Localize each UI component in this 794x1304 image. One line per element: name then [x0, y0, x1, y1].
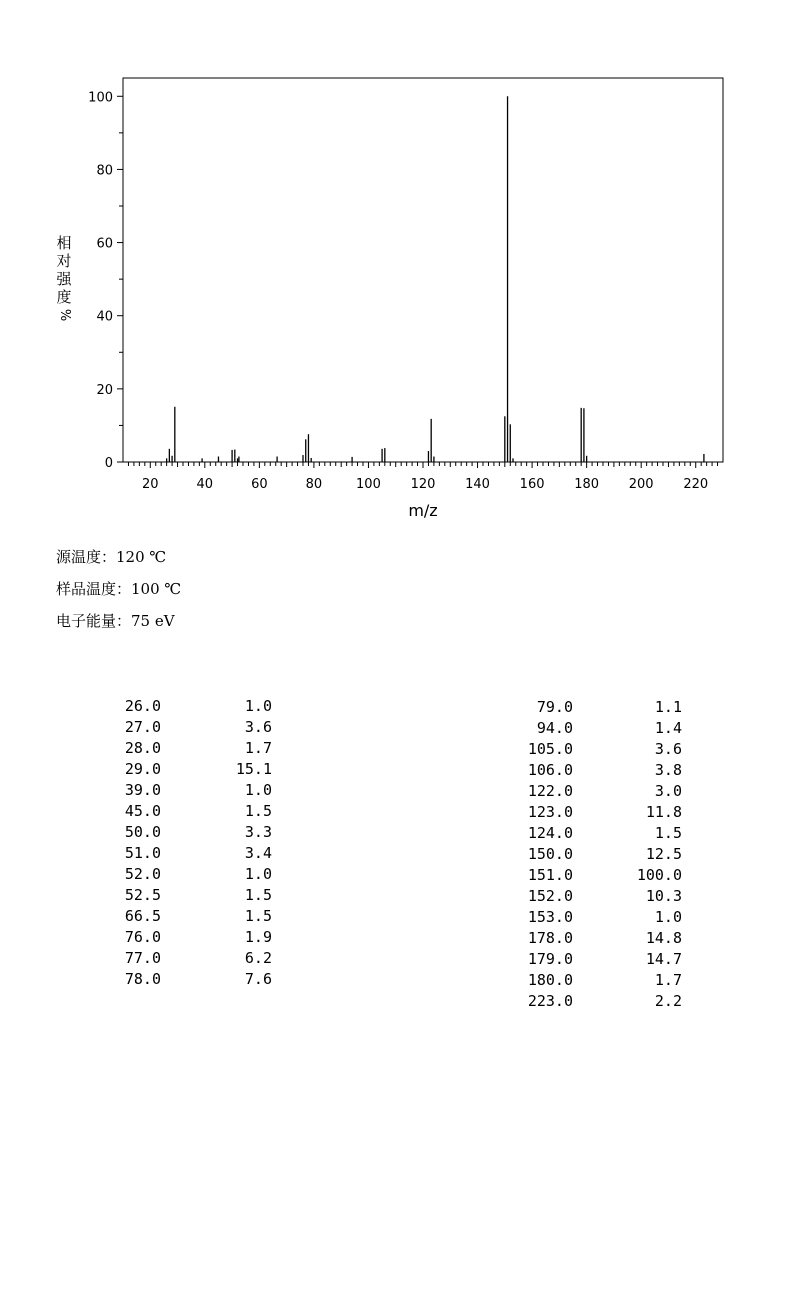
- mz-value: 105.0: [527, 740, 573, 758]
- table-row: [100, 822, 300, 843]
- table-row: [100, 717, 300, 738]
- x-tick-label: 140: [465, 477, 490, 492]
- y-tick-label: 80: [96, 163, 113, 179]
- mz-value: 123.0: [527, 803, 573, 821]
- table-row: [500, 928, 700, 949]
- mz-value: 79.0: [536, 698, 573, 716]
- intensity-value: 3.4: [244, 844, 272, 862]
- mz-value: 150.0: [527, 845, 573, 863]
- intensity-value: 1.5: [244, 886, 272, 904]
- table-row: [100, 801, 300, 822]
- table-row: [100, 843, 300, 864]
- intensity-value: 14.8: [645, 929, 682, 947]
- mz-value: 51.0: [124, 844, 161, 862]
- table-row: [500, 739, 700, 760]
- intensity-value: 1.0: [244, 865, 272, 883]
- table-row: [100, 759, 300, 780]
- mz-value: 78.0: [124, 970, 161, 988]
- table-row: [100, 969, 300, 990]
- x-tick-label: 40: [196, 477, 214, 492]
- x-tick-label: 80: [305, 477, 323, 492]
- table-row: [500, 991, 700, 1012]
- intensity-value: 2.2: [654, 992, 682, 1010]
- y-tick-label: 0: [104, 456, 113, 471]
- table-row: [500, 802, 700, 823]
- intensity-value: 3.6: [654, 740, 682, 758]
- x-tick-label: 160: [519, 477, 545, 492]
- mz-value: 179.0: [527, 950, 573, 968]
- x-tick-label: 100: [356, 477, 381, 492]
- source-temperature: 源温度：120 ℃: [56, 548, 167, 566]
- intensity-value: 7.6: [244, 970, 272, 988]
- table-row: [100, 864, 300, 885]
- y-tick-label: 100: [88, 90, 113, 106]
- mz-value: 106.0: [527, 761, 573, 779]
- peak-table-right: [500, 697, 700, 1017]
- table-row: [100, 906, 300, 927]
- intensity-value: 10.3: [645, 887, 682, 905]
- x-tick-label: 220: [683, 477, 709, 492]
- table-row: [500, 865, 700, 886]
- mz-value: 52.5: [124, 886, 161, 904]
- intensity-value: 1.4: [654, 719, 682, 737]
- intensity-value: 11.8: [645, 803, 682, 821]
- intensity-value: 14.7: [645, 950, 682, 968]
- mz-value: 66.5: [124, 907, 161, 925]
- y-axis-title: [54, 234, 74, 324]
- y-axis-title-char: 对: [56, 252, 72, 270]
- mz-value: 50.0: [124, 823, 161, 841]
- intensity-value: 100.0: [636, 866, 682, 884]
- y-axis-title-char: 相: [56, 234, 72, 252]
- plot-frame: [123, 78, 723, 462]
- intensity-value: 1.5: [244, 907, 272, 925]
- x-axis-title: m/z: [408, 501, 438, 520]
- x-tick-label: 120: [410, 477, 436, 492]
- intensity-value: 3.0: [654, 782, 682, 800]
- intensity-value: 1.5: [654, 824, 682, 842]
- mz-value: 29.0: [124, 760, 161, 778]
- peak-table-left: [100, 696, 300, 996]
- electron-energy: 电子能量：75 eV: [56, 612, 175, 630]
- y-tick-label: 60: [96, 236, 113, 252]
- intensity-value: 3.8: [654, 761, 682, 779]
- y-axis-title-char: 度: [56, 288, 72, 306]
- table-row: [100, 696, 300, 717]
- table-row: [500, 697, 700, 718]
- y-axis-title-char: 强: [56, 270, 72, 288]
- table-row: [500, 718, 700, 739]
- intensity-value: 1.0: [654, 908, 682, 926]
- axis-ticks: [88, 90, 717, 492]
- mz-value: 124.0: [527, 824, 573, 842]
- intensity-value: 1.0: [244, 781, 272, 799]
- mz-value: 122.0: [527, 782, 573, 800]
- mz-value: 28.0: [124, 739, 161, 757]
- table-row: [100, 927, 300, 948]
- mz-value: 94.0: [536, 719, 573, 737]
- mz-value: 26.0: [124, 697, 161, 715]
- mz-value: 178.0: [527, 929, 573, 947]
- mz-value: 223.0: [527, 992, 573, 1010]
- y-tick-label: 20: [96, 382, 113, 398]
- table-row: [100, 738, 300, 759]
- mz-value: 151.0: [527, 866, 573, 884]
- mz-value: 27.0: [124, 718, 161, 736]
- table-row: [500, 949, 700, 970]
- intensity-value: 1.5: [244, 802, 272, 820]
- mass-spectrum-chart: [0, 0, 794, 530]
- intensity-value: 1.1: [654, 698, 682, 716]
- mz-value: 152.0: [527, 887, 573, 905]
- table-row: [500, 781, 700, 802]
- intensity-value: 15.1: [235, 760, 272, 778]
- intensity-value: 12.5: [645, 845, 682, 863]
- table-row: [500, 907, 700, 928]
- table-row: [500, 970, 700, 991]
- mz-value: 153.0: [527, 908, 573, 926]
- peak-series: [167, 96, 704, 462]
- intensity-value: 6.2: [244, 949, 272, 967]
- x-tick-label: 180: [574, 477, 600, 492]
- table-row: [500, 886, 700, 907]
- intensity-value: 3.3: [244, 823, 272, 841]
- mz-value: 180.0: [527, 971, 573, 989]
- x-tick-label: 200: [628, 477, 654, 492]
- table-row: [100, 885, 300, 906]
- x-tick-label: 20: [141, 477, 159, 492]
- mz-value: 45.0: [124, 802, 161, 820]
- intensity-value: 3.6: [244, 718, 272, 736]
- y-tick-label: 40: [96, 309, 113, 325]
- intensity-value: 1.0: [244, 697, 272, 715]
- sample-temperature: 样品温度：100 ℃: [56, 580, 182, 598]
- table-row: [500, 760, 700, 781]
- x-tick-label: 60: [251, 477, 268, 492]
- intensity-value: 1.9: [244, 928, 272, 946]
- table-row: [500, 844, 700, 865]
- mz-value: 77.0: [124, 949, 161, 967]
- table-row: [100, 780, 300, 801]
- mz-value: 39.0: [124, 781, 161, 799]
- table-row: [100, 948, 300, 969]
- mz-value: 76.0: [124, 928, 161, 946]
- intensity-value: 1.7: [244, 739, 272, 757]
- intensity-value: 1.7: [654, 971, 682, 989]
- y-axis-title-char: %: [57, 308, 72, 322]
- mz-value: 52.0: [124, 865, 161, 883]
- table-row: [500, 823, 700, 844]
